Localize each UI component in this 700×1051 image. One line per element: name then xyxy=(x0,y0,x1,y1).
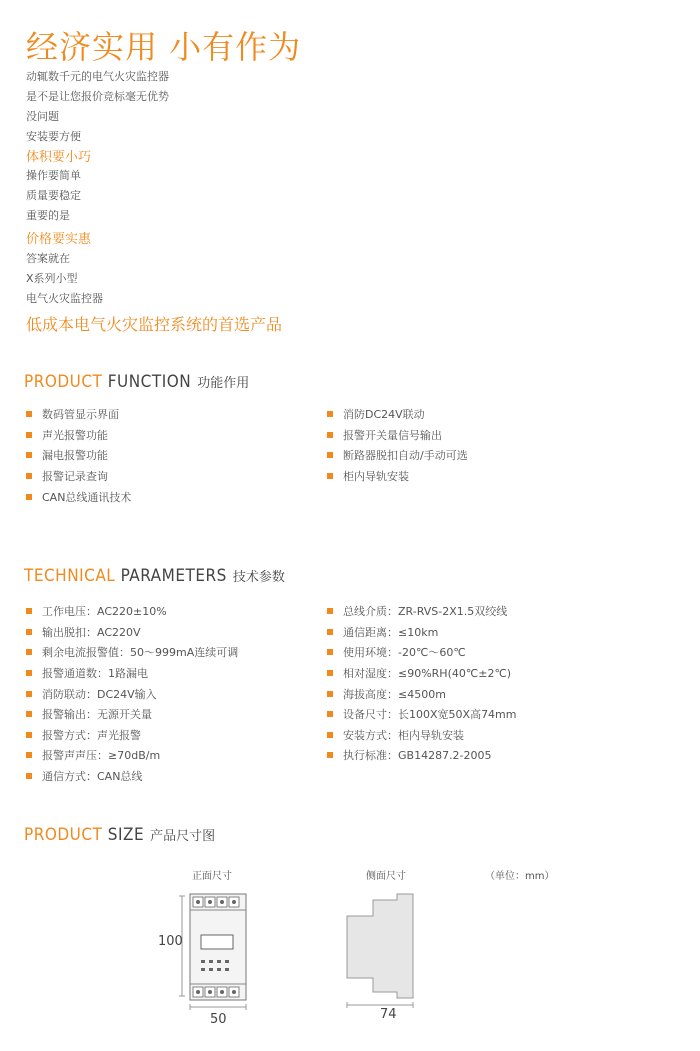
intro-highlight: 体积要小巧 xyxy=(26,150,92,165)
intro-highlight: 价格要实惠 xyxy=(26,232,92,247)
intro-line: 动辄数千元的电气火灾监控器 xyxy=(26,70,169,83)
list-item: 安装方式：柜内导轨安装 xyxy=(327,725,517,746)
bullet-square-icon xyxy=(327,711,333,717)
intro-line: 质量要稳定 xyxy=(26,189,81,202)
list-item: 相对湿度：≤90%RH(40℃±2℃) xyxy=(327,663,517,684)
bullet-square-icon xyxy=(327,411,333,417)
list-item: 执行标准：GB14287.2-2005 xyxy=(327,745,517,766)
size-title-cn: 产品尺寸图 xyxy=(150,829,216,844)
bullet-square-icon xyxy=(327,649,333,655)
headline: 经济实用 小有作为 xyxy=(26,28,302,66)
side-width-label: 74 xyxy=(380,1007,397,1022)
side-view-label: 侧面尺寸 xyxy=(366,871,406,882)
side-view-drawing xyxy=(335,880,445,1020)
function-title-cn: 功能作用 xyxy=(197,376,250,391)
bullet-square-icon xyxy=(26,494,32,500)
bullet-square-icon xyxy=(26,691,32,697)
bullet-square-icon xyxy=(327,732,333,738)
params-title-cn: 技术参数 xyxy=(232,570,285,585)
bullet-square-icon xyxy=(26,773,32,779)
intro-line: 是不是让您报价竞标毫无优势 xyxy=(26,90,169,103)
list-item: 使用环境：-20℃～60℃ xyxy=(327,642,517,663)
list-item: 报警方式：声光报警 xyxy=(26,725,238,746)
list-item: 通信方式：CAN总线 xyxy=(26,766,238,787)
intro-line: 重要的是 xyxy=(26,209,70,222)
size-title-en: PRODUCT SIZE xyxy=(24,825,145,845)
list-item: 总线介质：ZR-RVS-2X1.5双绞线 xyxy=(327,601,517,622)
intro-line: 安装要方便 xyxy=(26,130,81,143)
function-list-right xyxy=(327,404,468,486)
bullet-square-icon xyxy=(327,691,333,697)
bullet-square-icon xyxy=(327,608,333,614)
list-item: 报警记录查询 xyxy=(26,466,131,487)
list-item: 海拔高度：≤4500m xyxy=(327,683,517,704)
size-heading xyxy=(24,825,215,845)
bullet-square-icon xyxy=(26,732,32,738)
list-item: 消防联动：DC24V输入 xyxy=(26,683,238,704)
front-view-label: 正面尺寸 xyxy=(192,871,232,882)
bullet-square-icon xyxy=(26,608,32,614)
bullet-square-icon xyxy=(26,452,32,458)
list-item: 通信距离：≤10km xyxy=(327,622,517,643)
bullet-square-icon xyxy=(26,752,32,758)
params-heading xyxy=(24,566,285,586)
bullet-square-icon xyxy=(26,711,32,717)
bullet-square-icon xyxy=(26,411,32,417)
list-item: 输出脱扣：AC220V xyxy=(26,622,238,643)
list-item: 报警开关量信号输出 xyxy=(327,425,468,446)
intro-line: 电气火灾监控器 xyxy=(26,292,103,305)
front-width-label: 50 xyxy=(210,1012,227,1027)
list-item: 报警通道数：1路漏电 xyxy=(26,663,238,684)
intro-line: 答案就在 xyxy=(26,252,70,265)
unit-label: （单位：mm） xyxy=(485,871,555,882)
bullet-square-icon xyxy=(26,670,32,676)
params-list-right xyxy=(327,601,517,766)
front-view-drawing xyxy=(160,880,280,1030)
bullet-square-icon xyxy=(327,452,333,458)
function-title-en: PRODUCT FUNCTION xyxy=(24,372,192,392)
bullet-square-icon xyxy=(327,473,333,479)
bullet-square-icon xyxy=(26,629,32,635)
intro-conclusion: 低成本电气火灾监控系统的首选产品 xyxy=(26,315,283,334)
params-title-en: TECHNICAL PARAMETERS xyxy=(24,566,227,586)
list-item: 剩余电流报警值：50～999mA连续可调 xyxy=(26,642,238,663)
params-list-left xyxy=(26,601,238,786)
bullet-square-icon xyxy=(26,432,32,438)
list-item: 数码管显示界面 xyxy=(26,404,131,425)
bullet-square-icon xyxy=(327,629,333,635)
list-item: 报警声声压：≥70dB/m xyxy=(26,745,238,766)
list-item: 声光报警功能 xyxy=(26,425,131,446)
bullet-square-icon xyxy=(26,473,32,479)
list-item: 断路器脱扣自动/手动可选 xyxy=(327,445,468,466)
list-item: 消防DC24V联动 xyxy=(327,404,468,425)
list-item: 柜内导轨安装 xyxy=(327,466,468,487)
bullet-square-icon xyxy=(327,752,333,758)
list-item: 报警输出：无源开关量 xyxy=(26,704,238,725)
list-item: 漏电报警功能 xyxy=(26,445,131,466)
bullet-square-icon xyxy=(26,649,32,655)
list-item: CAN总线通讯技术 xyxy=(26,486,131,507)
front-height-label: 100 xyxy=(158,934,183,949)
intro-line: X系列小型 xyxy=(26,272,78,285)
list-item: 设备尺寸：长100X宽50X高74mm xyxy=(327,704,517,725)
bullet-square-icon xyxy=(327,432,333,438)
intro-line: 没问题 xyxy=(26,110,59,123)
bullet-square-icon xyxy=(327,670,333,676)
list-item: 工作电压：AC220±10% xyxy=(26,601,238,622)
function-heading xyxy=(24,372,249,392)
function-list-left xyxy=(26,404,131,507)
intro-line: 操作要简单 xyxy=(26,169,81,182)
